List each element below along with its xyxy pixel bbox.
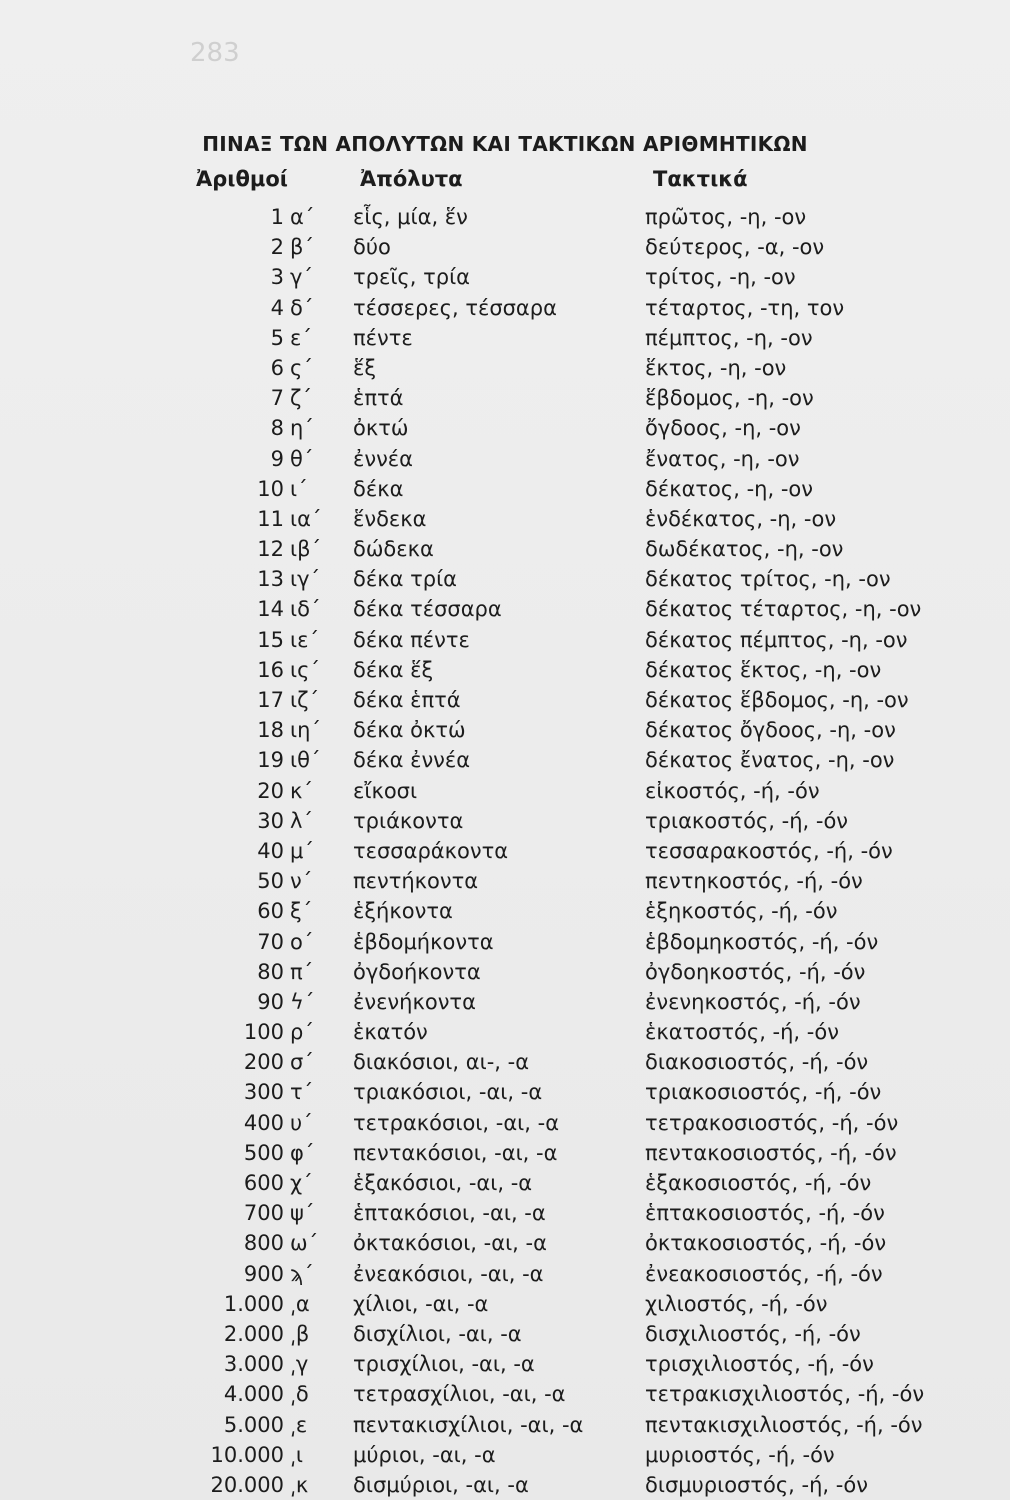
ordinal-form: εἰκοστός, -ή, -όν xyxy=(645,778,820,803)
table-row xyxy=(0,1047,1010,1077)
greek-numeral: ͵ε xyxy=(290,1412,308,1437)
arabic-numeral: 9 xyxy=(270,446,284,471)
table-row xyxy=(0,1108,1010,1138)
cardinal-form: ἑπτά xyxy=(353,386,404,411)
greek-numeral: β´ xyxy=(290,235,314,260)
ordinal-form: πρῶτος, -η, -ον xyxy=(645,205,807,229)
arabic-numeral: 20 xyxy=(257,778,284,803)
table-row xyxy=(0,655,1010,685)
ordinal-form: τεσσαρακοστός, -ή, -όν xyxy=(645,838,893,863)
greek-numeral: ω´ xyxy=(290,1231,319,1256)
cardinal-form: δισχίλιοι, -αι, -α xyxy=(353,1321,522,1346)
cardinal-form: πεντήκοντα xyxy=(353,869,479,894)
cardinal-form: δέκα τρία xyxy=(353,567,458,592)
cardinal-form: εἷς, μία, ἕν xyxy=(353,205,468,229)
greek-numeral: ο´ xyxy=(290,929,314,954)
cardinal-form: δέκα τέσσαρα xyxy=(353,597,502,622)
cardinal-form: τριάκοντα xyxy=(353,808,464,833)
cardinal-form: τεσσαράκοντα xyxy=(353,838,509,863)
table-row xyxy=(0,625,1010,655)
arabic-numeral: 19 xyxy=(257,748,284,773)
cardinal-form: ἕνδεκα xyxy=(353,506,427,531)
ordinal-form: δέκατος ἔνατος, -η, -ον xyxy=(645,748,895,773)
ordinal-form: μυριοστός, -ή, -όν xyxy=(645,1442,835,1467)
table-row xyxy=(0,202,1010,232)
ordinal-form: τέταρτος, -τη, τον xyxy=(645,295,845,320)
greek-numeral: ις´ xyxy=(290,657,320,682)
table-row xyxy=(0,715,1010,745)
cardinal-form: δισμύριοι, -αι, -α xyxy=(353,1472,529,1497)
arabic-numeral: 700 xyxy=(243,1201,284,1226)
table-row xyxy=(0,353,1010,383)
table-row xyxy=(0,293,1010,323)
greek-numeral: ͵κ xyxy=(290,1472,309,1497)
arabic-numeral: 500 xyxy=(243,1140,284,1165)
greek-numeral: ιε´ xyxy=(290,627,319,652)
cardinal-form: εἴκοσι xyxy=(353,778,418,803)
greek-numeral: υ´ xyxy=(290,1110,313,1135)
arabic-numeral: 10 xyxy=(257,476,284,501)
arabic-numeral: 1 xyxy=(270,205,284,229)
greek-numeral: ͵α xyxy=(290,1291,310,1316)
greek-numeral: ια´ xyxy=(290,506,322,531)
table-row xyxy=(0,1228,1010,1258)
ordinal-form: δέκατος τρίτος, -η, -ον xyxy=(645,567,891,592)
cardinal-form: δέκα ἕξ xyxy=(353,657,434,682)
cardinal-form: ἕξ xyxy=(353,355,377,380)
table-row xyxy=(0,806,1010,836)
ordinal-form: ἑξακοσιοστός, -ή, -όν xyxy=(645,1171,872,1195)
arabic-numeral: 4.000 xyxy=(223,1382,284,1407)
cardinal-form: ἐνεακόσιοι, -αι, -α xyxy=(353,1261,544,1286)
header-numbers: Ἀριθμοί xyxy=(196,167,288,191)
table-row xyxy=(0,564,1010,594)
greek-numeral: ϟ´ xyxy=(290,989,315,1014)
ordinal-form: ὀγδοηκοστός, -ή, -όν xyxy=(645,959,866,984)
ordinal-form: τρίτος, -η, -ον xyxy=(645,265,796,290)
cardinal-form: ὀκτώ xyxy=(353,416,409,441)
arabic-numeral: 400 xyxy=(243,1110,284,1135)
arabic-numeral: 7 xyxy=(270,386,284,411)
arabic-numeral: 50 xyxy=(257,869,284,894)
ordinal-form: δισμυριοστός, -ή, -όν xyxy=(645,1472,868,1497)
greek-numeral: μ´ xyxy=(290,838,314,863)
greek-numeral: φ´ xyxy=(290,1140,315,1165)
cardinal-form: ἐννέα xyxy=(353,446,414,471)
ordinal-form: ὀκτακοσιοστός, -ή, -όν xyxy=(645,1231,887,1256)
ordinal-form: τριακοστός, -ή, -όν xyxy=(645,808,849,833)
ordinal-form: ἑπτακοσιοστός, -ή, -όν xyxy=(645,1201,885,1226)
page-number: 283 xyxy=(190,38,240,68)
cardinal-form: ἑπτακόσιοι, -αι, -α xyxy=(353,1201,546,1226)
ordinal-form: ἕβδομος, -η, -ον xyxy=(645,386,814,411)
ordinal-form: δέκατος, -η, -ον xyxy=(645,476,813,501)
greek-numeral: δ´ xyxy=(290,295,314,320)
table-row xyxy=(0,323,1010,353)
header-ordinal: Τακτικά xyxy=(653,167,748,191)
greek-numeral: χ´ xyxy=(290,1171,313,1195)
cardinal-form: ἐνενήκοντα xyxy=(353,989,476,1014)
table-row xyxy=(0,594,1010,624)
arabic-numeral: 12 xyxy=(257,537,284,562)
cardinal-form: χίλιοι, -αι, -α xyxy=(353,1291,489,1316)
greek-numeral: ϡ´ xyxy=(290,1261,314,1286)
greek-numeral: σ´ xyxy=(290,1050,314,1075)
arabic-numeral: 16 xyxy=(257,657,284,682)
table-row xyxy=(0,1379,1010,1409)
arabic-numeral: 80 xyxy=(257,959,284,984)
arabic-numeral: 8 xyxy=(270,416,284,441)
arabic-numeral: 200 xyxy=(243,1050,284,1075)
table-row xyxy=(0,896,1010,926)
table-row xyxy=(0,1017,1010,1047)
arabic-numeral: 300 xyxy=(243,1080,284,1105)
cardinal-form: ὀγδοήκοντα xyxy=(353,959,481,984)
greek-numeral: η´ xyxy=(290,416,314,441)
arabic-numeral: 2.000 xyxy=(223,1321,284,1346)
arabic-numeral: 40 xyxy=(257,838,284,863)
header-cardinal: Ἀπόλυτα xyxy=(360,167,463,191)
greek-numeral: α´ xyxy=(290,205,315,229)
arabic-numeral: 18 xyxy=(257,718,284,743)
table-row xyxy=(0,1077,1010,1107)
greek-numeral: ρ´ xyxy=(290,1020,314,1045)
greek-numeral: ͵δ xyxy=(290,1382,309,1407)
cardinal-form: ἑβδομήκοντα xyxy=(353,929,494,954)
ordinal-form: ἔνατος, -η, -ον xyxy=(645,446,800,471)
greek-numeral: ιγ´ xyxy=(290,567,321,592)
arabic-numeral: 5 xyxy=(270,325,284,350)
cardinal-form: ὀκτακόσιοι, -αι, -α xyxy=(353,1231,547,1256)
cardinal-form: διακόσιοι, αι-, -α xyxy=(353,1050,530,1075)
cardinal-form: ἑκατόν xyxy=(353,1020,428,1045)
greek-numeral: ν´ xyxy=(290,869,313,894)
table-row xyxy=(0,1198,1010,1228)
table-row xyxy=(0,1470,1010,1500)
ordinal-form: τετρακοσιοστός, -ή, -όν xyxy=(645,1110,899,1135)
ordinal-form: διακοσιοστός, -ή, -όν xyxy=(645,1050,869,1075)
ordinal-form: τρισχιλιοστός, -ή, -όν xyxy=(645,1352,874,1377)
arabic-numeral: 17 xyxy=(257,688,284,712)
cardinal-form: ἑξήκοντα xyxy=(353,899,453,924)
greek-numeral: λ´ xyxy=(290,808,313,833)
cardinal-form: τετρασχίλιοι, -αι, -α xyxy=(353,1382,566,1407)
ordinal-form: πεντηκοστός, -ή, -όν xyxy=(645,869,863,894)
ordinal-form: πεντακισχιλιοστός, -ή, -όν xyxy=(645,1412,923,1437)
table-row xyxy=(0,957,1010,987)
arabic-numeral: 6 xyxy=(270,355,284,380)
table-row xyxy=(0,987,1010,1017)
ordinal-form: δέκατος ὄγδοος, -η, -ον xyxy=(645,718,896,743)
arabic-numeral: 800 xyxy=(243,1231,284,1256)
ordinal-form: δέκατος πέμπτος, -η, -ον xyxy=(645,627,908,652)
table-row xyxy=(0,1410,1010,1440)
greek-numeral: ͵γ xyxy=(290,1352,309,1377)
cardinal-form: ἑξακόσιοι, -αι, -α xyxy=(353,1171,533,1195)
greek-numeral: κ´ xyxy=(290,778,313,803)
cardinal-form: δώδεκα xyxy=(353,537,434,562)
table-row xyxy=(0,836,1010,866)
table-row xyxy=(0,444,1010,474)
ordinal-form: ἕκτος, -η, -ον xyxy=(645,355,787,380)
greek-numeral: τ´ xyxy=(290,1080,314,1105)
cardinal-form: δέκα ἑπτά xyxy=(353,688,461,712)
table-row xyxy=(0,1440,1010,1470)
ordinal-form: ἐνενηκοστός, -ή, -όν xyxy=(645,989,861,1014)
greek-numeral: ͵β xyxy=(290,1321,310,1346)
greek-numeral: ι´ xyxy=(290,476,308,501)
ordinal-form: χιλιοστός, -ή, -όν xyxy=(645,1291,828,1316)
greek-numeral: ιδ´ xyxy=(290,597,321,622)
ordinal-form: δωδέκατος, -η, -ον xyxy=(645,537,844,562)
ordinal-form: τριακοσιοστός, -ή, -όν xyxy=(645,1080,882,1105)
ordinal-form: ἑβδομηκοστός, -ή, -όν xyxy=(645,929,879,954)
greek-numeral: ιη´ xyxy=(290,718,321,743)
table-row xyxy=(0,1259,1010,1289)
arabic-numeral: 2 xyxy=(270,235,284,260)
numerals-table xyxy=(0,202,1010,1500)
ordinal-form: ἑκατοστός, -ή, -όν xyxy=(645,1020,839,1045)
table-row xyxy=(0,383,1010,413)
ordinal-form: ἑνδέκατος, -η, -ον xyxy=(645,506,837,531)
arabic-numeral: 900 xyxy=(243,1261,284,1286)
table-row xyxy=(0,776,1010,806)
table-row xyxy=(0,927,1010,957)
greek-numeral: ε´ xyxy=(290,325,312,350)
cardinal-form: τρισχίλιοι, -αι, -α xyxy=(353,1352,535,1377)
arabic-numeral: 5.000 xyxy=(223,1412,284,1437)
ordinal-form: δέκατος ἕκτος, -η, -ον xyxy=(645,657,882,682)
arabic-numeral: 600 xyxy=(243,1171,284,1195)
arabic-numeral: 13 xyxy=(257,567,284,592)
table-row xyxy=(0,1168,1010,1198)
ordinal-form: πεντακοσιοστός, -ή, -όν xyxy=(645,1140,897,1165)
cardinal-form: δύο xyxy=(353,235,391,260)
table-row xyxy=(0,413,1010,443)
greek-numeral: γ´ xyxy=(290,265,313,290)
table-row xyxy=(0,534,1010,564)
arabic-numeral: 100 xyxy=(243,1020,284,1045)
table-row xyxy=(0,1138,1010,1168)
cardinal-form: πέντε xyxy=(353,325,413,350)
table-row xyxy=(0,504,1010,534)
greek-numeral: ιβ´ xyxy=(290,537,322,562)
cardinal-form: πεντακισχίλιοι, -αι, -α xyxy=(353,1412,584,1437)
arabic-numeral: 60 xyxy=(257,899,284,924)
ordinal-form: δέκατος τέταρτος, -η, -ον xyxy=(645,597,922,622)
table-row xyxy=(0,474,1010,504)
ordinal-form: τετρακισχιλιοστός, -ή, -όν xyxy=(645,1382,925,1407)
table-row xyxy=(0,745,1010,775)
table-row xyxy=(0,685,1010,715)
table-title: ΠΙΝΑΞ ΤΩΝ ΑΠΟΛΥΤΩΝ ΚΑΙ ΤΑΚΤΙΚΩΝ ΑΡΙΘΜΗΤΙΚΩΝ xyxy=(202,132,808,156)
table-row xyxy=(0,1319,1010,1349)
arabic-numeral: 11 xyxy=(257,506,284,531)
ordinal-form: δεύτερος, -α, -ον xyxy=(645,235,825,260)
arabic-numeral: 1.000 xyxy=(223,1291,284,1316)
arabic-numeral: 3 xyxy=(270,265,284,290)
arabic-numeral: 70 xyxy=(257,929,284,954)
arabic-numeral: 10.000 xyxy=(210,1442,284,1467)
arabic-numeral: 3.000 xyxy=(223,1352,284,1377)
arabic-numeral: 90 xyxy=(257,989,284,1014)
table-row xyxy=(0,866,1010,896)
greek-numeral: ξ´ xyxy=(290,899,313,924)
greek-numeral: ψ´ xyxy=(290,1201,315,1226)
ordinal-form: δέκατος ἕβδομος, -η, -ον xyxy=(645,688,909,712)
greek-numeral: ς´ xyxy=(290,355,313,380)
greek-numeral: ζ´ xyxy=(290,386,312,411)
arabic-numeral: 15 xyxy=(257,627,284,652)
greek-numeral: ιθ´ xyxy=(290,748,321,773)
ordinal-form: ὄγδοος, -η, -ον xyxy=(645,416,801,441)
cardinal-form: δέκα ἐννέα xyxy=(353,748,471,773)
arabic-numeral: 4 xyxy=(270,295,284,320)
cardinal-form: τριακόσιοι, -αι, -α xyxy=(353,1080,543,1105)
greek-numeral: ιζ´ xyxy=(290,688,320,712)
ordinal-form: ἐνεακοσιοστός, -ή, -όν xyxy=(645,1261,883,1286)
cardinal-form: πεντακόσιοι, -αι, -α xyxy=(353,1140,558,1165)
cardinal-form: δέκα xyxy=(353,476,404,501)
greek-numeral: θ´ xyxy=(290,446,314,471)
cardinal-form: δέκα ὀκτώ xyxy=(353,718,466,743)
greek-numeral: π´ xyxy=(290,959,314,984)
ordinal-form: πέμπτος, -η, -ον xyxy=(645,325,813,350)
cardinal-form: τέσσερες, τέσσαρα xyxy=(353,295,557,320)
arabic-numeral: 20.000 xyxy=(210,1472,284,1497)
arabic-numeral: 14 xyxy=(257,597,284,622)
ordinal-form: ἑξηκοστός, -ή, -όν xyxy=(645,899,838,924)
table-row xyxy=(0,1349,1010,1379)
cardinal-form: τετρακόσιοι, -αι, -α xyxy=(353,1110,560,1135)
cardinal-form: τρεῖς, τρία xyxy=(353,265,471,290)
table-row xyxy=(0,262,1010,292)
ordinal-form: δισχιλιοστός, -ή, -όν xyxy=(645,1321,861,1346)
table-row xyxy=(0,232,1010,262)
greek-numeral: ͵ι xyxy=(290,1442,303,1467)
table-row xyxy=(0,1289,1010,1319)
cardinal-form: μύριοι, -αι, -α xyxy=(353,1442,496,1467)
arabic-numeral: 30 xyxy=(257,808,284,833)
cardinal-form: δέκα πέντε xyxy=(353,627,470,652)
